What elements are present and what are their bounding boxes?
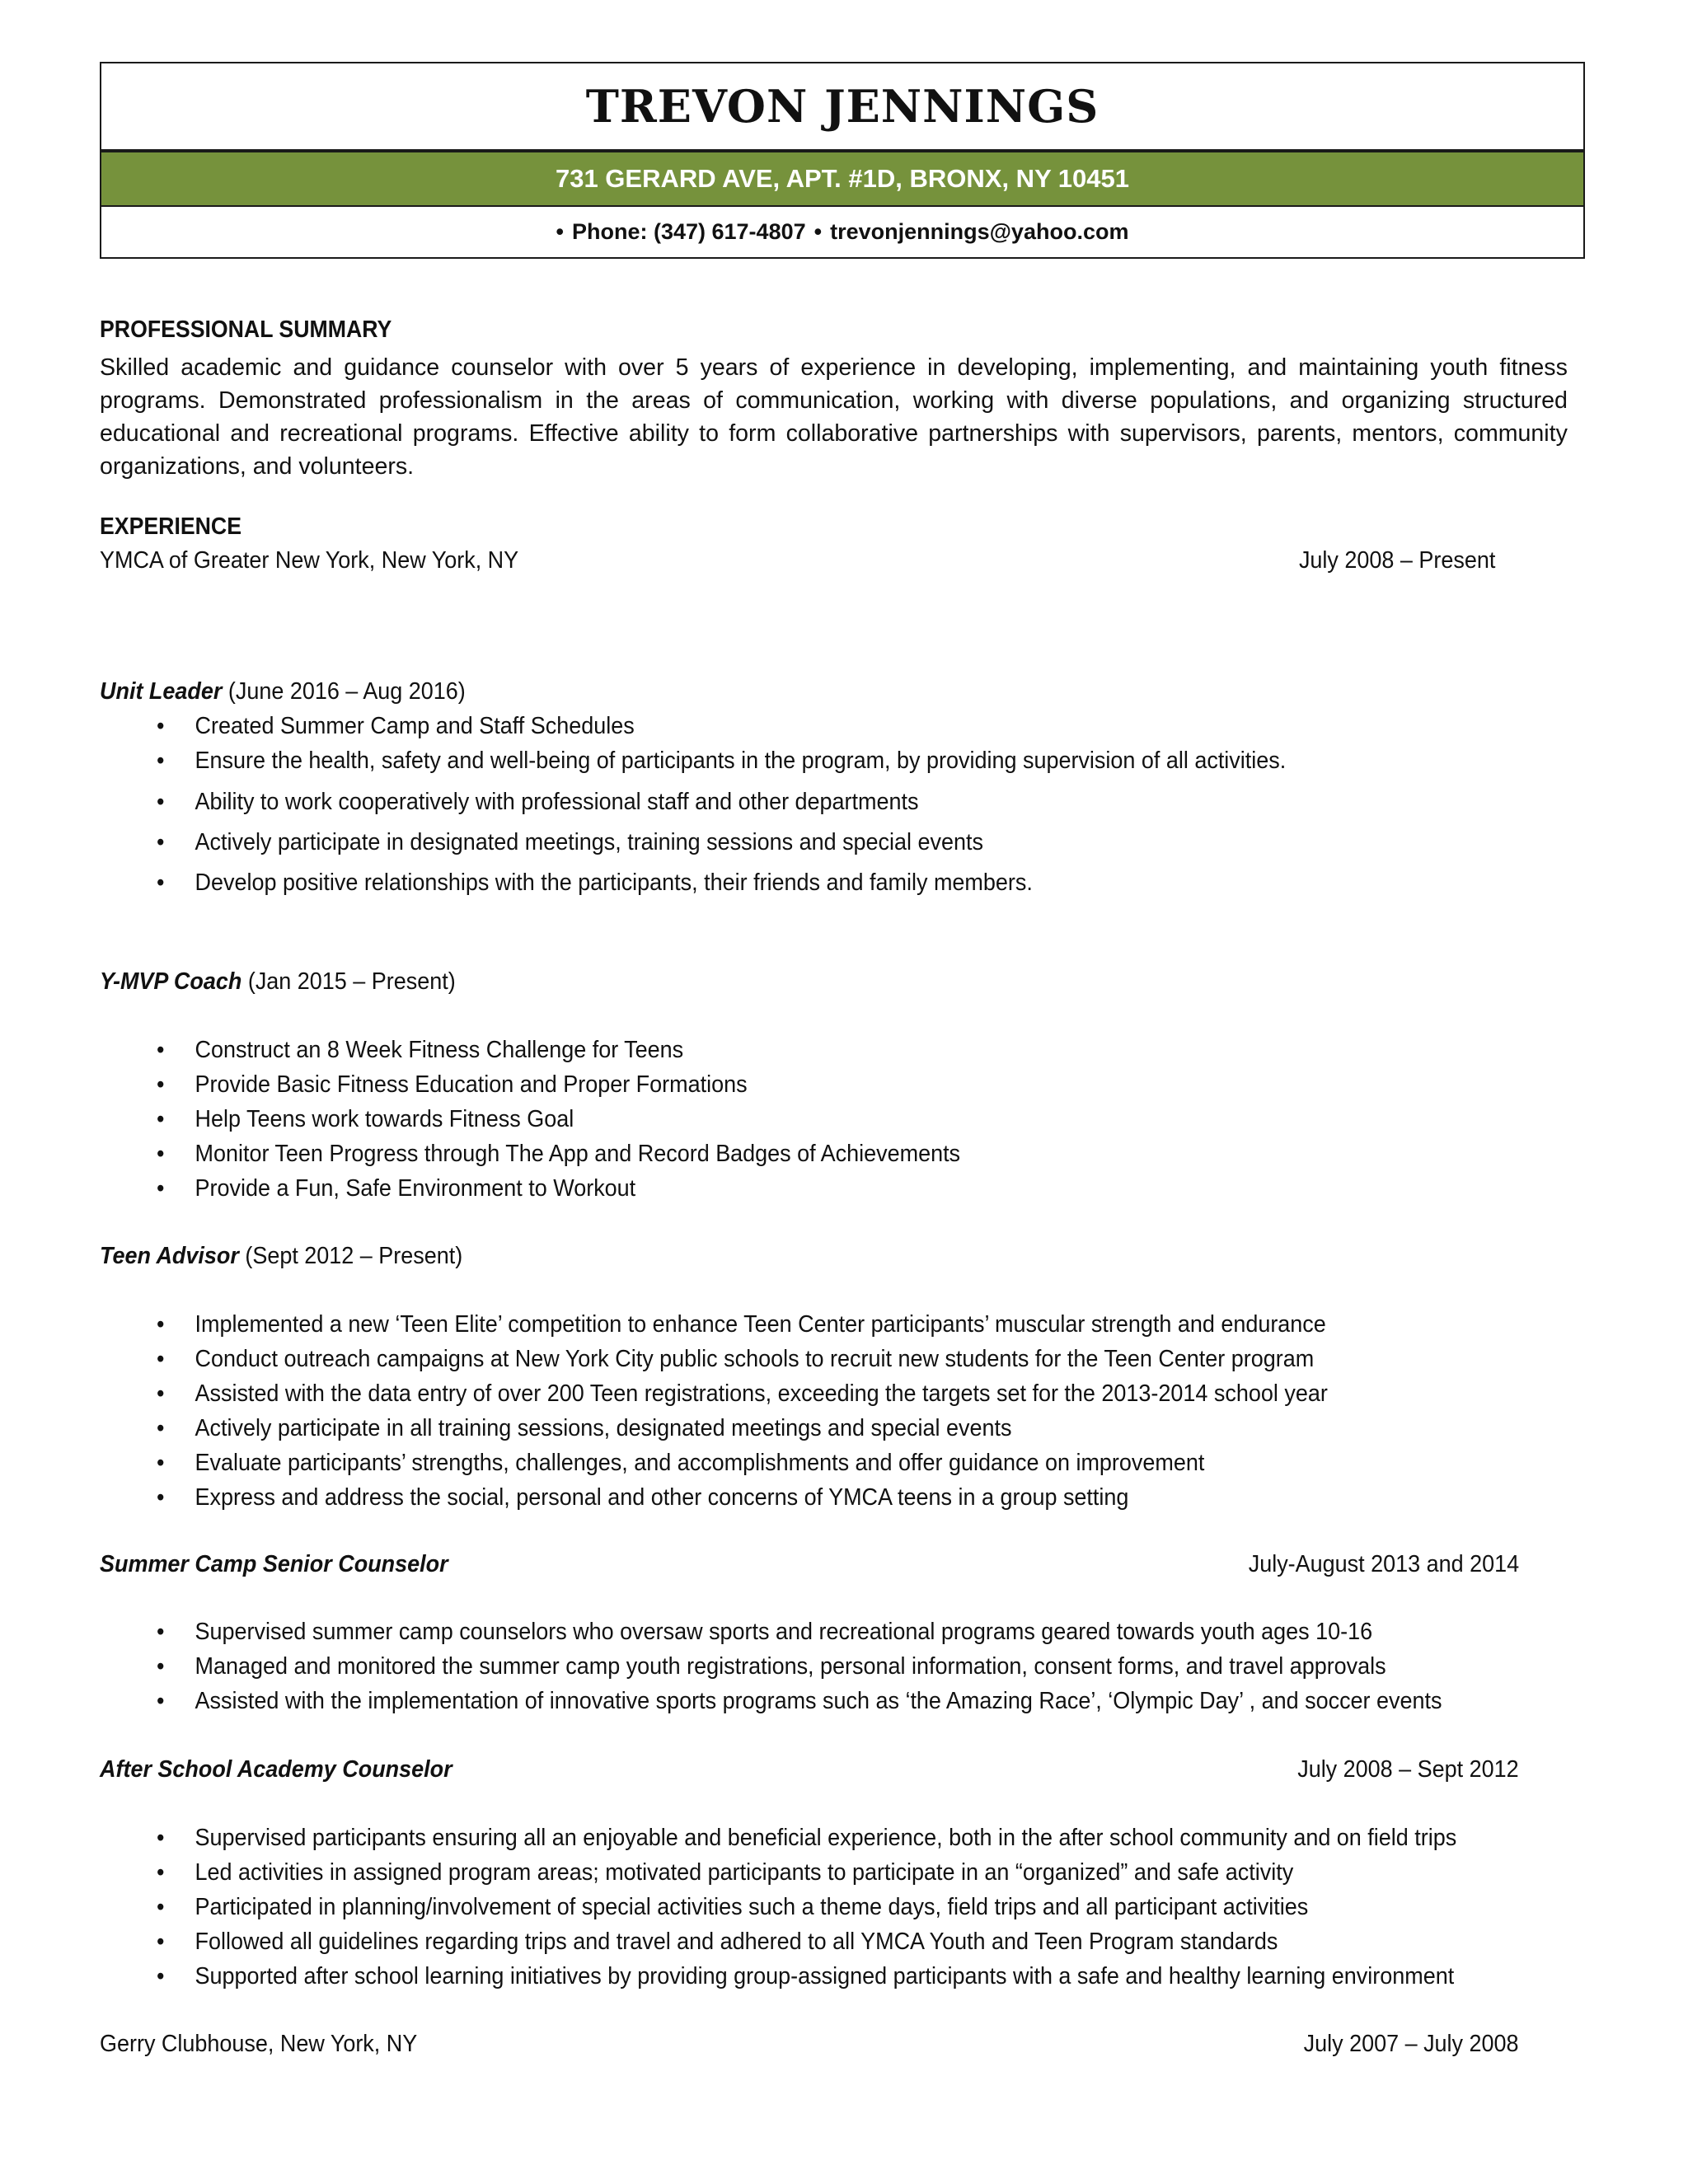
list-item: • Actively participate in all training sessions, designated meetings and special events: [157, 1415, 1328, 1450]
list-item: • Led activities in assigned program areas; motivated participants to participate in an “organized” and safe activity: [157, 1859, 1456, 1894]
list-item: • Followed all guidelines regarding trips and travel and adhered to all YMCA Youth and Teen Program standards: [157, 1929, 1456, 1963]
role-title-summer-camp: [100, 1551, 448, 1578]
list-item: • Ensure the health, safety and well-being of participants in the program, by providing supervision of all activities.: [157, 748, 1286, 789]
contact-line: [101, 207, 1583, 257]
role-title-teen-advisor: [100, 1243, 462, 1270]
bullet-list-ympv-coach: [157, 1037, 1020, 1210]
list-item: • Supervised summer camp counselors who oversaw sports and recreational programs geared towards youth ages 10-16: [157, 1619, 1442, 1653]
list-item: • Managed and monitored the summer camp youth registrations, personal information, consent forms, and travel approvals: [157, 1653, 1442, 1688]
list-item: • Supervised participants ensuring all an enjoyable and beneficial experience, both in the after school community and on field trips: [157, 1825, 1456, 1859]
list-item: • Implemented a new ‘Teen Elite’ competition to enhance Teen Center participants’ muscular strength and endurance: [157, 1311, 1328, 1346]
phone-number: Phone: (347) 617-4807: [571, 219, 806, 244]
bullet-separator: •: [556, 219, 564, 244]
employer-name: YMCA of Greater New York, New York, NY: [100, 547, 519, 574]
role-name: Summer Camp Senior Counselor: [100, 1551, 448, 1577]
list-item: • Express and address the social, personal and other concerns of YMCA teens in a group setting: [157, 1484, 1328, 1519]
role-name: Teen Advisor: [100, 1243, 239, 1269]
employer-dates: July 2007 – July 2008: [1304, 2031, 1519, 2057]
list-item: • Actively participate in designated meetings, training sessions and special events: [157, 829, 1286, 869]
employer-dates: July 2008 – Present: [1298, 547, 1495, 574]
list-item: • Assisted with the implementation of innovative sports programs such as ‘the Amazing Race’, ‘Olympic Day’ , and soccer events: [157, 1688, 1442, 1722]
list-item: • Evaluate participants’ strengths, challenges, and accomplishments and offer guidance on improvement: [157, 1450, 1328, 1484]
list-item: • Assisted with the data entry of over 200 Teen registrations, exceeding the targets set for the 2013-2014 school year: [157, 1380, 1328, 1415]
list-item: • Supported after school learning initiatives by providing group-assigned participants with a safe and healthy learning environment: [157, 1963, 1456, 1998]
list-item: • Provide a Fun, Safe Environment to Workout: [157, 1175, 960, 1210]
list-item: • Monitor Teen Progress through The App and Record Badges of Achievements: [157, 1141, 960, 1175]
experience-heading: EXPERIENCE: [100, 513, 241, 540]
role-dates: July 2008 – Sept 2012: [1297, 1756, 1519, 1783]
role-title-after-school: [100, 1756, 452, 1783]
list-item: • Help Teens work towards Fitness Goal: [157, 1106, 960, 1141]
role-period: (Jan 2015 – Present): [247, 968, 456, 995]
resume-header: [100, 62, 1585, 259]
role-name: Y-MVP Coach: [100, 968, 242, 995]
role-name: After School Academy Counselor: [100, 1756, 452, 1783]
role-name: Unit Leader: [100, 678, 223, 705]
bullet-separator: •: [814, 219, 823, 244]
list-item: • Conduct outreach campaigns at New York City public schools to recruit new students for the Teen Center program: [157, 1346, 1328, 1380]
bullet-list-teen-advisor: [157, 1311, 1416, 1519]
list-item: • Ability to work cooperatively with professional staff and other departments: [157, 789, 1286, 829]
list-item: • Provide Basic Fitness Education and Proper Formations: [157, 1071, 960, 1106]
role-period: (June 2016 – Aug 2016): [227, 678, 466, 705]
employer-name: Gerry Clubhouse, New York, NY: [100, 2031, 418, 2057]
email-address[interactable]: trevonjennings@yahoo.com: [830, 219, 1129, 244]
role-dates: July-August 2013 and 2014: [1248, 1551, 1519, 1577]
list-item: • Participated in planning/involvement of special activities such a theme days, field trips and all participant activities: [157, 1894, 1456, 1929]
bullet-list-after-school: [157, 1825, 1554, 1998]
role-title-unit-leader: [100, 678, 466, 705]
bullet-list-summer-camp: [157, 1619, 1539, 1722]
address-bar: 731 GERARD AVE, APT. #1D, BRONX, NY 10451: [101, 152, 1583, 207]
summary-text: Skilled academic and guidance counselor with over 5 years of experience in developing, implementing, and maintaining youth fitness programs. Demonstrated professionalism in the areas of communication, working with diverse populations, and organizing structured educational and recreational programs. Effective ability to form collaborative partnerships with supervisors, parents, mentors, community organizations, and volunteers.: [100, 354, 1568, 480]
list-item: • Construct an 8 Week Fitness Challenge for Teens: [157, 1037, 960, 1071]
role-period: (Sept 2012 – Present): [245, 1243, 463, 1269]
summary-heading: PROFESSIONAL SUMMARY: [100, 316, 392, 343]
bullet-list-unit-leader: [157, 713, 1371, 904]
role-title-ympv-coach: [100, 968, 456, 996]
list-item: • Develop positive relationships with the participants, their friends and family members.: [157, 869, 1286, 904]
candidate-name: TREVON JENNINGS: [101, 63, 1583, 152]
list-item: • Created Summer Camp and Staff Schedules: [157, 713, 1286, 748]
